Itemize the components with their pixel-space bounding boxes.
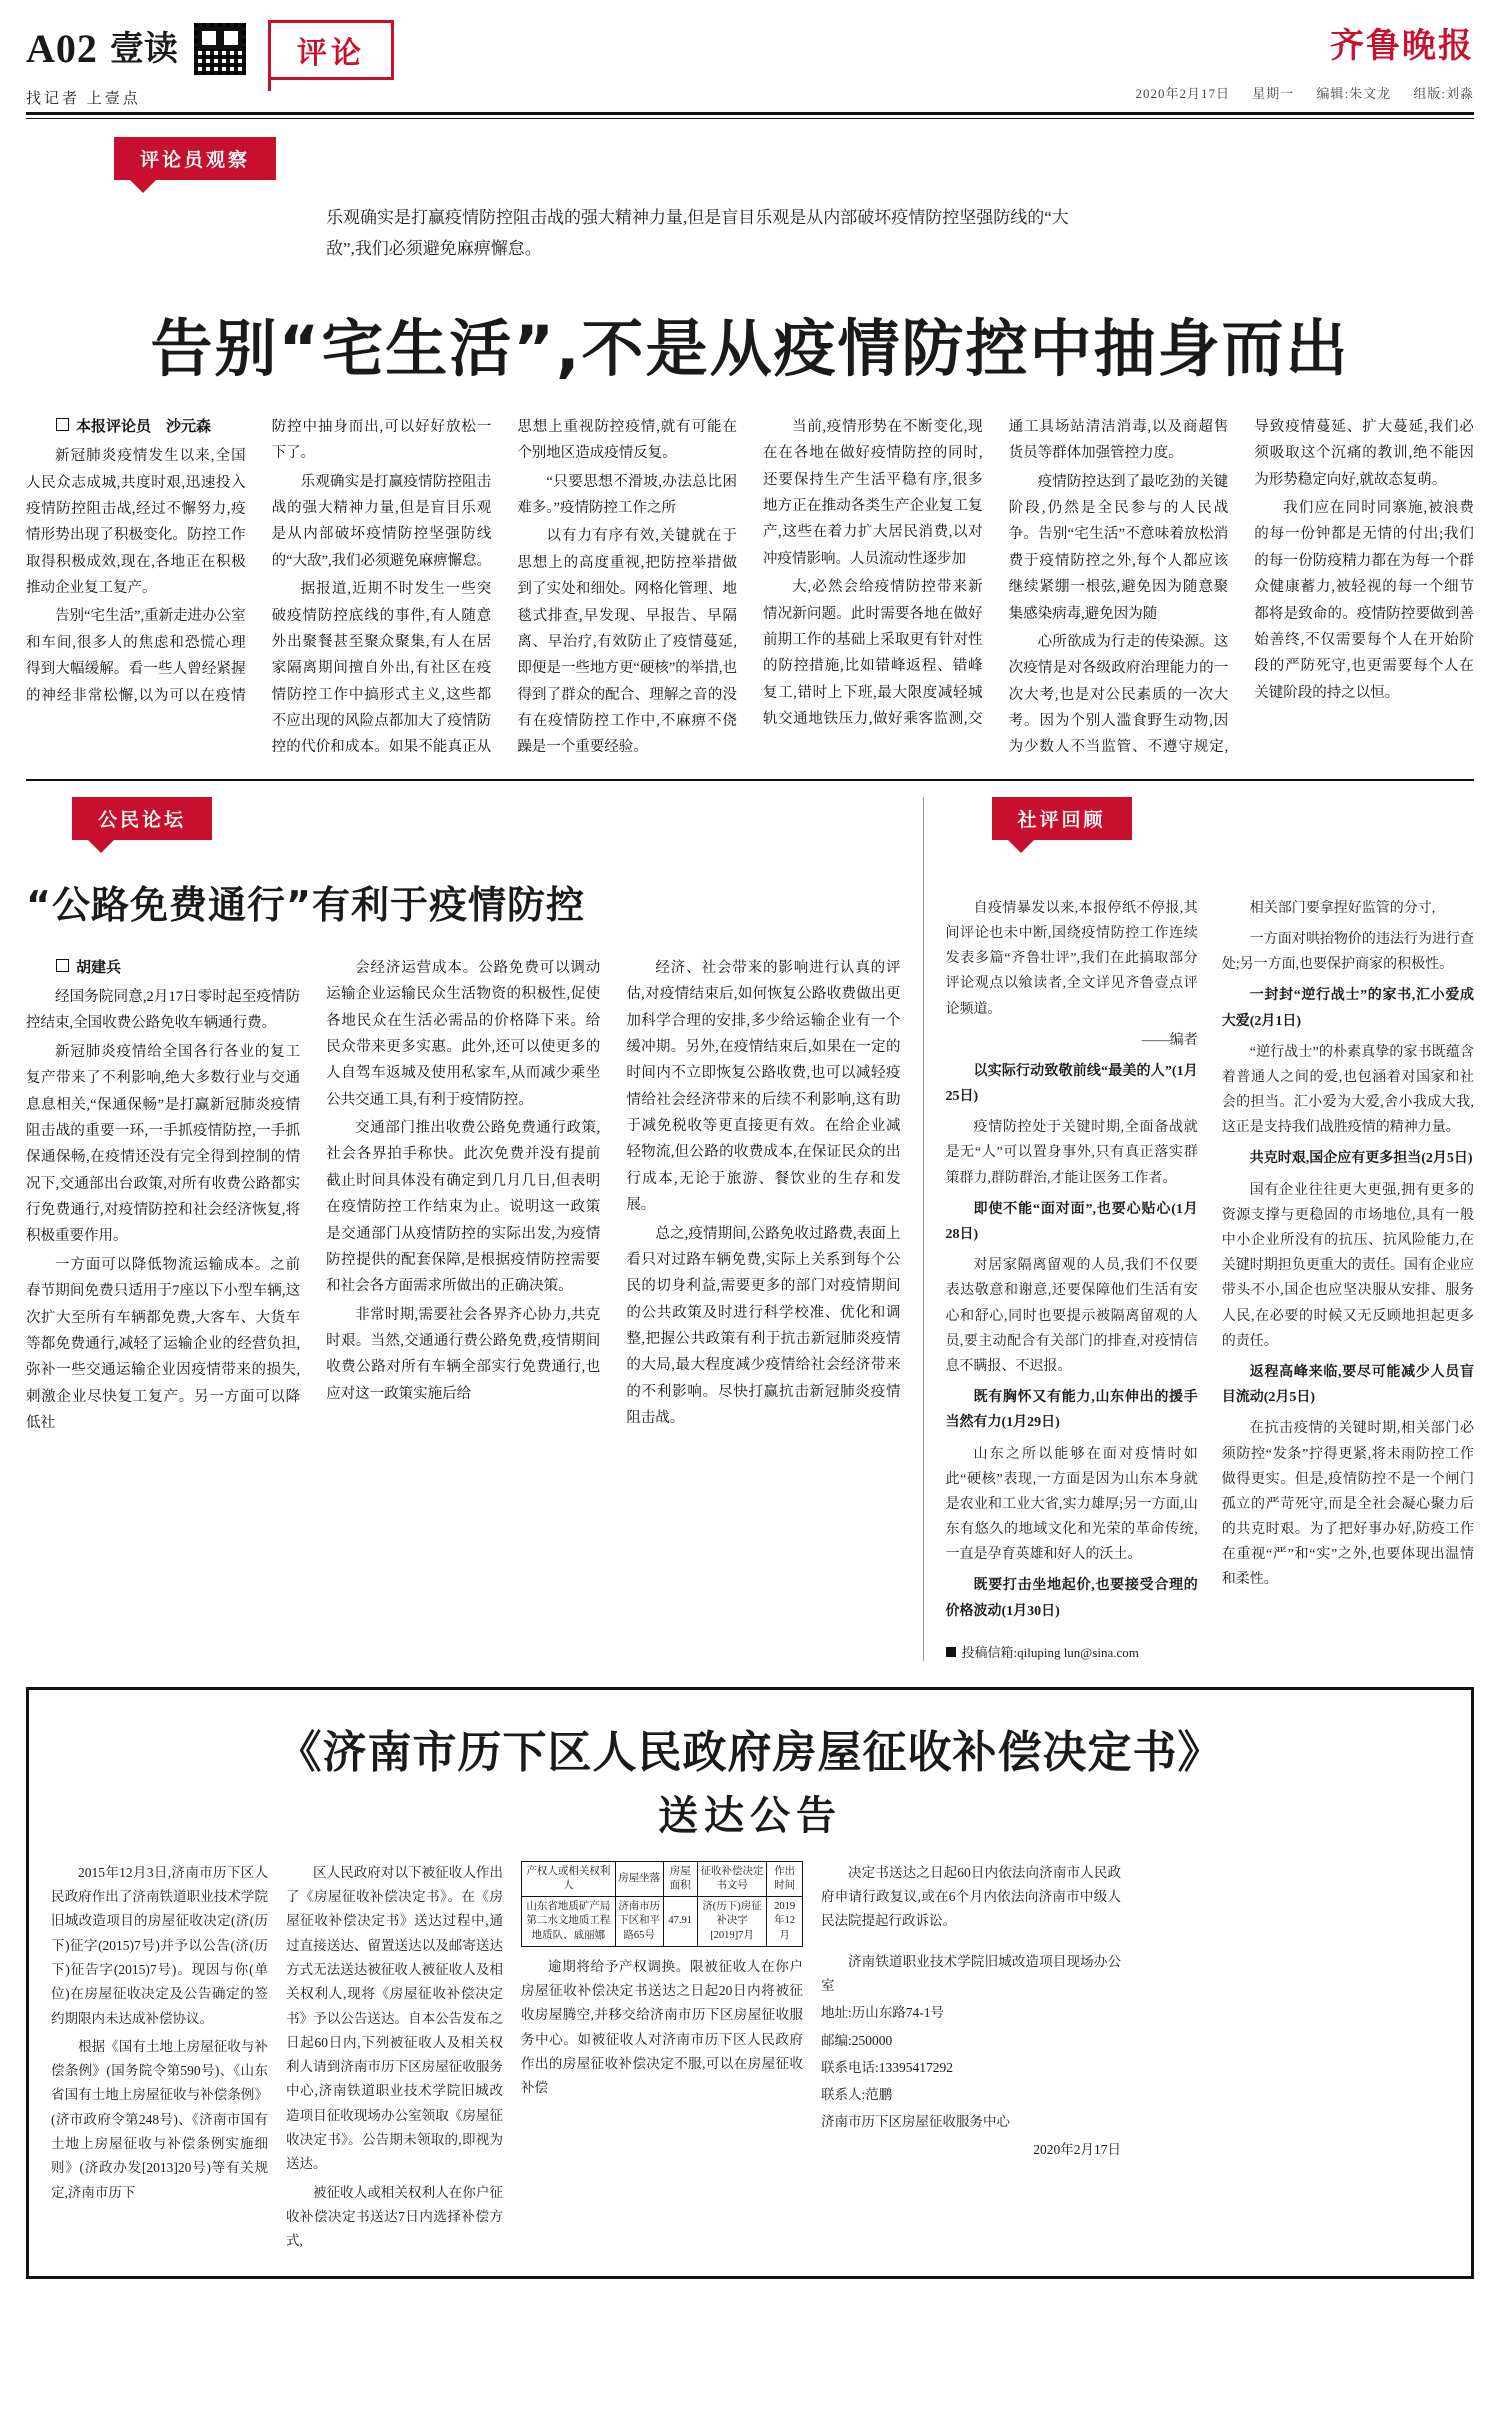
public-notice xyxy=(26,1687,1474,2279)
notice-para: 根据《国有土地上房屋征收与补偿条例》(国务院令第590号)、《山东省国有土地上房屋征收与补偿条例》(济市政府令第248号)、《济南市国有土地上房屋征收与补偿条例实施细则》(济政办发[2013]20号)等有关规定,济南市历下 xyxy=(51,2038,268,2200)
notice-table xyxy=(521,1861,803,1947)
table-header-row xyxy=(522,1861,803,1896)
recap-editor-sign: ——编者 xyxy=(1141,1032,1198,1048)
table-cell: 济南市历下区和平路65号 xyxy=(615,1897,663,1947)
recap-item-title: 既有胸怀又有能力,山东伸出的援手当然有力(1月29日) xyxy=(945,1390,1198,1431)
notice-table-col xyxy=(521,1861,821,2258)
article2-tag: 公民论坛 xyxy=(72,797,212,840)
recap-item-title: 一封封“逆行战士”的家书,汇小爱成大爱(2月1日) xyxy=(1221,988,1474,1029)
masthead-left xyxy=(26,18,394,108)
notice-signature-line: 济南市历下区房屋征收服务中心 xyxy=(821,2114,1010,2130)
notice-title: 《济南市历下区人民政府房屋征收补偿决定书》 xyxy=(277,1726,1223,1778)
article2-para: 经济、社会带来的影响进行认真的评估,对疫情结束后,如何恢复公路收费做出更加科学合理的安排,多少给运输企业有一个缓冲期。另外,在疫情结束后,如果在一定的时间内不立即恢复公路收费,也可以减轻疫情给社会经济带来的后续不利影响,这有助于减免税收等更直接更有效。在给企业减轻物流,但公路的收费成本,在保证民众的出行成本,无论于旅游、餐饮业的生存和发展。 xyxy=(626,959,901,1214)
article2-para: 经国务院同意,2月17日零时起至疫情防控结束,全国收费公路免收车辆通行费。 xyxy=(26,989,301,1032)
recap-item-title: 返程高峰来临,要尽可能减少人员盲目流动(2月5日) xyxy=(1221,1364,1474,1406)
masthead-right xyxy=(1117,18,1474,102)
article1-para: 乐观确实是打赢疫情防控阻击战的强大精神力量,但是盲目乐观是从内部破坏疫情防控坚强防线的“大敌”,我们必须避免麻痹懈怠。 xyxy=(271,473,492,569)
recap-item-text: 一方面对哄抬物价的违法行为进行查处;另一方面,也要保护商家的积极性。 xyxy=(1221,931,1474,973)
article1-lead: 乐观确实是打赢疫情防控阻击战的强大精神力量,但是盲目乐观是从内部破坏疫情防控坚强防线的“大敌”,我们必须避免麻痹懈怠。 xyxy=(326,208,1069,259)
newspaper-logo: 齐鲁晚报 xyxy=(1330,26,1474,66)
notice-col-signature xyxy=(821,1861,1121,2258)
notice-signature-line: 济南铁道职业技术学院旧城改造项目现场办公室 xyxy=(821,1953,1121,1993)
article1-para: 据报道,近期不时发生一些突破疫情防控底线的事件,有人随意外出聚餐甚至聚众聚集,有人在居家隔离期间擅自外出,有社区在疫情防控工作中搞形式主义,这些都不应出现的风险点都加大了疫情防控的代价和成本。如果不能真正从思想上重视防控疫情,就有可能在个别地区造成疫情反复。 xyxy=(271,418,737,756)
article1-byline-text: 本报评论员 沙元森 xyxy=(76,418,212,435)
article2-para: 会经济运营成本。公路免费可以调动运输企业运输民众生活物资的积极性,促使各地民众在生活必需品的价格降下来。给民众带来更多实惠。此外,还可以使更多的人自驾车返城及使用私家车,从而减少乘坐公共交通工具,有利于疫情防控。 xyxy=(326,959,601,1108)
masthead-meta xyxy=(1117,83,1474,102)
editor-credit: 编辑:朱文龙 xyxy=(1316,86,1392,101)
table-cell: 山东省地质矿产局第二水文地质工程地质队、戚丽娜 xyxy=(522,1897,616,1947)
recap-item-text: 在抗击疫情的关键时期,相关部门必须防控“发条”拧得更紧,将未雨防控工作做得更实。但是,疫情防控不是一个闸门孤立的严苛死守,而是全社会凝心聚力后的共克时艰。为了把好事办好,防疫工作在重视“严”和“实”之外,也要体现出温情和柔性。 xyxy=(1221,1421,1474,1588)
notice-para: 区人民政府对以下被征收人作出了《房屋征收补偿决定书》。在《房屋征收补偿决定书》送达过程中,通过直接送达、留置送达以及邮寄送达方式无法送达被征收人被征收人及相关权利人,现将《房屋征收补偿决定书》予以公告送达。自本公告发布之日起60日内,下列被征收人及相关权利人请到济南市历下区房屋征收服务中心,济南铁道职业技术学院旧城改造项目征收现场办公室领取《房屋征收决定书》。公告期未领取的,即视为送达。 xyxy=(286,1864,503,2172)
section-title: 壹读 xyxy=(109,29,178,69)
notice-para: 被征收人或相关权利人在你户征收补偿决定书送达7日内选择补偿方式, xyxy=(286,2184,503,2249)
article1-para: 新冠肺炎疫情发生以来,全国人民众志成城,共度时艰,迅速投入疫情防控阻击战,经过不懈努力,疫情形势出现了积极变化。防控工作取得积极成效,现在,各地正在积极推动企业复工复产。 xyxy=(26,448,246,597)
recap-tag: 社评回顾 xyxy=(992,797,1132,840)
table-header-cell: 征收补偿决定书文号 xyxy=(697,1861,766,1896)
notice-body xyxy=(51,1861,1449,2258)
recap-tag-wrap xyxy=(992,797,1475,840)
submission-mailbox[interactable] xyxy=(946,1642,1475,1661)
article1-para: 疫情防控达到了最吃劲的关键阶段,仍然是全民参与的人民战争。告别“宅生活”不意味着放松消费于疫情防控之外,每个人都应该继续紧绷一根弦,避免因为随意聚集感染病毒,避免因为随 xyxy=(1008,473,1229,622)
recap-panel xyxy=(924,797,1475,1661)
section-divider xyxy=(26,779,1474,781)
bullet-icon xyxy=(946,1647,956,1657)
table-cell: 济(历下)房征补决字[2019]7月 xyxy=(697,1897,766,1947)
notice-para: 逾期将给予产权调换。限被征收人在你户房屋征收补偿决定书送达之日起20日内将被征收房屋腾空,并移交给济南市历下区房屋征收服务中心。如被征收人对济南市历下区人民政府作出的房屋征收补偿决定不服,可以在房屋征收补偿 xyxy=(521,1958,803,2096)
notice-col-1 xyxy=(51,1861,286,2258)
article2-headline: “公路免费通行”有利于疫情防控 xyxy=(26,882,585,927)
recap-item-text: 国有企业往往更大更强,拥有更多的资源支撑与更稳固的市场地位,具有一般中小企业所没有的抗压、抗风险能力,在关键时期担负更重大的责任。国有企业应带头不小,国企也应坚决服从安排、服务人民,在必要的时候又无反顾地担起更多的责任。 xyxy=(1221,1182,1474,1349)
recap-item-title: 以实际行动致敬前线“最美的人”(1月25日) xyxy=(945,1063,1198,1105)
notice-para: 决定书送达之日起60日内依法向济南市人民政府申请行政复议,或在6个月内依法向济南市中级人民法院提起行政诉讼。 xyxy=(821,1864,1121,1929)
article2-para: 交通部门推出收费公路免费通行政策,社会各界拍手称快。此次免费并没有提前截止时间具体没有确定到几月几日,但表明在疫情防控工作结束为止。说明这一政策是交通部门从疫情防控的实际出发,为疫情防控提供的配套保障,是根据疫情防控需要和社会各方面需求所做出的正确决策。 xyxy=(326,1120,601,1295)
article1-tag-wrap xyxy=(114,137,1474,180)
byline-box-icon xyxy=(56,418,69,431)
article1-headline: 告别“宅生活”,不是从疫情防控中抽身而出 xyxy=(150,311,1350,385)
publish-date: 2020年2月17日 xyxy=(1135,86,1230,101)
masthead-top-row xyxy=(26,18,394,80)
recap-item-text: “逆行战士”的朴素真挚的家书既蕴含着普通人之间的爱,也包涵着对国家和社会的担当。汇小爱为大爱,舍小我成大我,这正是支持我们战胜疫情的精神力量。 xyxy=(1221,1044,1474,1136)
article2-para: 新冠肺炎疫情给全国各行各业的复工复产带来了不利影响,绝大多数行业与交通息息相关,“保通保畅”是打赢新冠肺炎疫情阻击战的重要一环,一手抓疫情防控,一手抓保通保畅,在疫情还没有完全得到控制的情况下,交通部出台政策,对所有收费公路都实行免费通行,对疫情防控和社会经济恢复,将积极重要作用。 xyxy=(26,1043,301,1245)
table-cell: 47.91 xyxy=(663,1897,697,1947)
recap-item-text: 疫情防控处于关键时期,全面备战就是无“人”可以置身事外,只有真正落实群策群力,群防群治,才能让医务工作者。 xyxy=(945,1120,1198,1186)
article2-byline-text: 胡建兵 xyxy=(76,959,122,976)
table-header-cell: 作出时间 xyxy=(767,1861,803,1896)
weekday: 星期一 xyxy=(1252,86,1295,101)
middle-section xyxy=(26,797,1474,1661)
spacer xyxy=(821,1937,1121,1947)
article1-para: 以有力有序有效,关键就在于思想上的高度重视,把防控举措做到了实处和细处。网格化管理、地毯式排查,早发现、早报告、早隔离、早治疗,有效防止了疫情蔓延,即便是一些地方更“硬核”的举措,也得到了群众的配合、理解之音的没有在疫情防控工作中,不麻痹不侥躁是一个重要经验。 xyxy=(517,528,737,756)
layout-credit: 组版:刘淼 xyxy=(1413,86,1474,101)
notice-para: 2015年12月3日,济南市历下区人民政府作出了济南铁道职业技术学院旧城改造项目的房屋征收决定(济(历下)征字(2015)7号)并予以公告(济(历下)征告字(2015)7号)。现因与你(单位)在房屋征收决定及公告确定的签约期限内未达成补偿协议。 xyxy=(51,1864,268,2026)
notice-signature-line: 地址:历山东路74-1号 xyxy=(821,2005,944,2021)
article2-body xyxy=(26,955,901,1437)
column-badge-label: 评论 xyxy=(296,36,365,71)
recap-item-text: 相关部门要拿捏好监管的分寸, xyxy=(1249,900,1436,916)
article1-tag: 评论员观察 xyxy=(114,137,276,180)
notice-subtitle: 送达公告 xyxy=(658,1792,842,1839)
article1-para: 我们应在同时同寨施,被浪费的每一份钟都是无情的付出;我们的每一份防疫精力都在为每一个群众健康蓄力,被轻视的每一个细节都将是致命的。疫情防控要做到善始善终,不仅需要每个人在开始阶段的严防死守,也更需要每个人在关键阶段的持之以恒。 xyxy=(1254,500,1474,701)
table-cell: 2019年12月 xyxy=(767,1897,803,1947)
table-header-cell: 房屋面积 xyxy=(663,1861,697,1896)
masthead-divider xyxy=(26,118,1474,119)
article1-byline xyxy=(26,414,246,441)
qr-code-icon[interactable] xyxy=(194,23,246,75)
table-row xyxy=(522,1897,803,1947)
recap-item-title: 共克时艰,国企应有更多担当(2月5日) xyxy=(1249,1151,1473,1167)
article2-para: 总之,疫情期间,公路免收过路费,表面上看只对过路车辆免费,实际上关系到每个公民的切身利益,需要更多的部门对疫情期间的公共政策及时进行科学校准、优化和调整,把握公共政策有利于抗击新冠肺炎疫情的大局,最大程度减少疫情给社会经济带来的不利影响。尽快打赢抗击新冠肺炎疫情阻击战。 xyxy=(626,1225,901,1427)
submission-mailbox-label: 投稿信箱:qiluping lun@sina.com xyxy=(961,1644,1139,1660)
table-header-cell: 房屋坐落 xyxy=(615,1861,663,1896)
page-number: A02 xyxy=(26,26,98,71)
article2-para: 一方面可以降低物流运输成本。之前春节期间免费只适用于7座以下小型车辆,这次扩大至所有车辆都免费,大客车、大货车等都免费通行,减轻了运输企业的经营负担,弥补一些交通运输企业因疫情带来的损失,刺激企业尽快复工复产。另一方面可以降低社 xyxy=(26,1256,301,1432)
recap-body xyxy=(946,896,1475,1624)
recap-item-text: 山东之所以能够在面对疫情时如此“硬核”表现,一方面是因为山东本身就是农业和工业大省,实力雄厚;另一方面,山东有悠久的地域文化和光荣的革命传统,一直是孕育英雄和好人的沃土。 xyxy=(945,1446,1198,1563)
table-header-cell: 产权人或相关权利人 xyxy=(522,1861,616,1896)
notice-signature-line: 邮编:250000 xyxy=(821,2032,893,2048)
masthead xyxy=(26,18,1474,115)
recap-item-title: 既要打击坐地起价,也要接受合理的价格波动(1月30日) xyxy=(945,1578,1198,1619)
masthead-subnav: 找记者 上壹点 xyxy=(26,91,141,107)
article2-tag-wrap xyxy=(72,797,901,840)
article1-para: 心所欲成为行走的传染源。这次疫情是对各级政府治理能力的一次大考,也是对公民素质的一次大考。因为个别人滥食野生动物,因为少数人不当监管、不遵守规定,导致疫情蔓延、扩大蔓延,我们必须吸取这个沉痛的教训,绝不能因为形势稳定向好,就故态复萌。 xyxy=(1008,418,1474,756)
notice-signature-date: 2020年2月17日 xyxy=(1033,2141,1121,2157)
recap-intro: 自疫情暴发以来,本报停纸不停报,其间评论也未中断,国绕疫情防控工作连续发表多篇“齐鲁壮评”,我们在此搞取部分评论观点以飨读者,全文详见齐鲁壹点评论频道。 xyxy=(945,900,1198,1017)
article2-byline xyxy=(26,955,300,982)
article2-para: 非常时期,需要社会各界齐心协力,共克时艰。当然,交通通行费公路免费,疫情期间收费公路对所有车辆全部实行免费通行,也应对这一政策实施后给 xyxy=(326,1306,601,1402)
column-badge xyxy=(268,20,394,80)
article2-panel xyxy=(26,797,924,1661)
article1-body xyxy=(26,414,1474,761)
recap-item-text: 对居家隔离留观的人员,我们不仅要表达敬意和谢意,还要保障他们生活有安心和舒心,同时也要提示被隔离留观的人员,要主动配合有关部门的排查,对疫情信息不瞒报、不迟报。 xyxy=(945,1258,1198,1374)
notice-signature-line: 联系电话:13395417292 xyxy=(821,2059,954,2075)
article1-para: 大,必然会给疫情防控带来新情况新问题。此时需要各地在做好前期工作的基础上采取更有针对性的防控措施,比如错峰返程、错峰复工,错时上下班,最大限度减轻城轨交通地铁压力,做好乘客监测,交通工具场站清洁消毒,以及商超售货员等群体加强管控力度。 xyxy=(762,418,1229,727)
article1-para: 告别“宅生活”,重新走进办公室和车间,很多人的焦虑和恐慌心理得到大幅缓解。看一些人曾经紧握的神经非常松懈,以为可以在疫情防控中抽身而出,可以好好放松一下了。 xyxy=(26,418,492,704)
notice-signature-line: 联系人:范鹏 xyxy=(821,2087,893,2103)
byline-box-icon xyxy=(56,959,69,972)
article1-para: “只要思想不滑坡,办法总比困难多。”疫情防控工作之所 xyxy=(517,473,737,516)
recap-item-title: 即使不能“面对面”,也要心贴心(1月28日) xyxy=(945,1201,1198,1242)
article1-para: 当前,疫情形势在不断变化,现在在各地在做好疫情防控的同时,还要保持生产生活平稳有序,很多地方正在推动各类生产企业复工复产,这些在着力扩大居民消费,以对冲疫情影响。人员流动性逐步加 xyxy=(762,418,983,567)
notice-col-2 xyxy=(286,1861,521,2258)
